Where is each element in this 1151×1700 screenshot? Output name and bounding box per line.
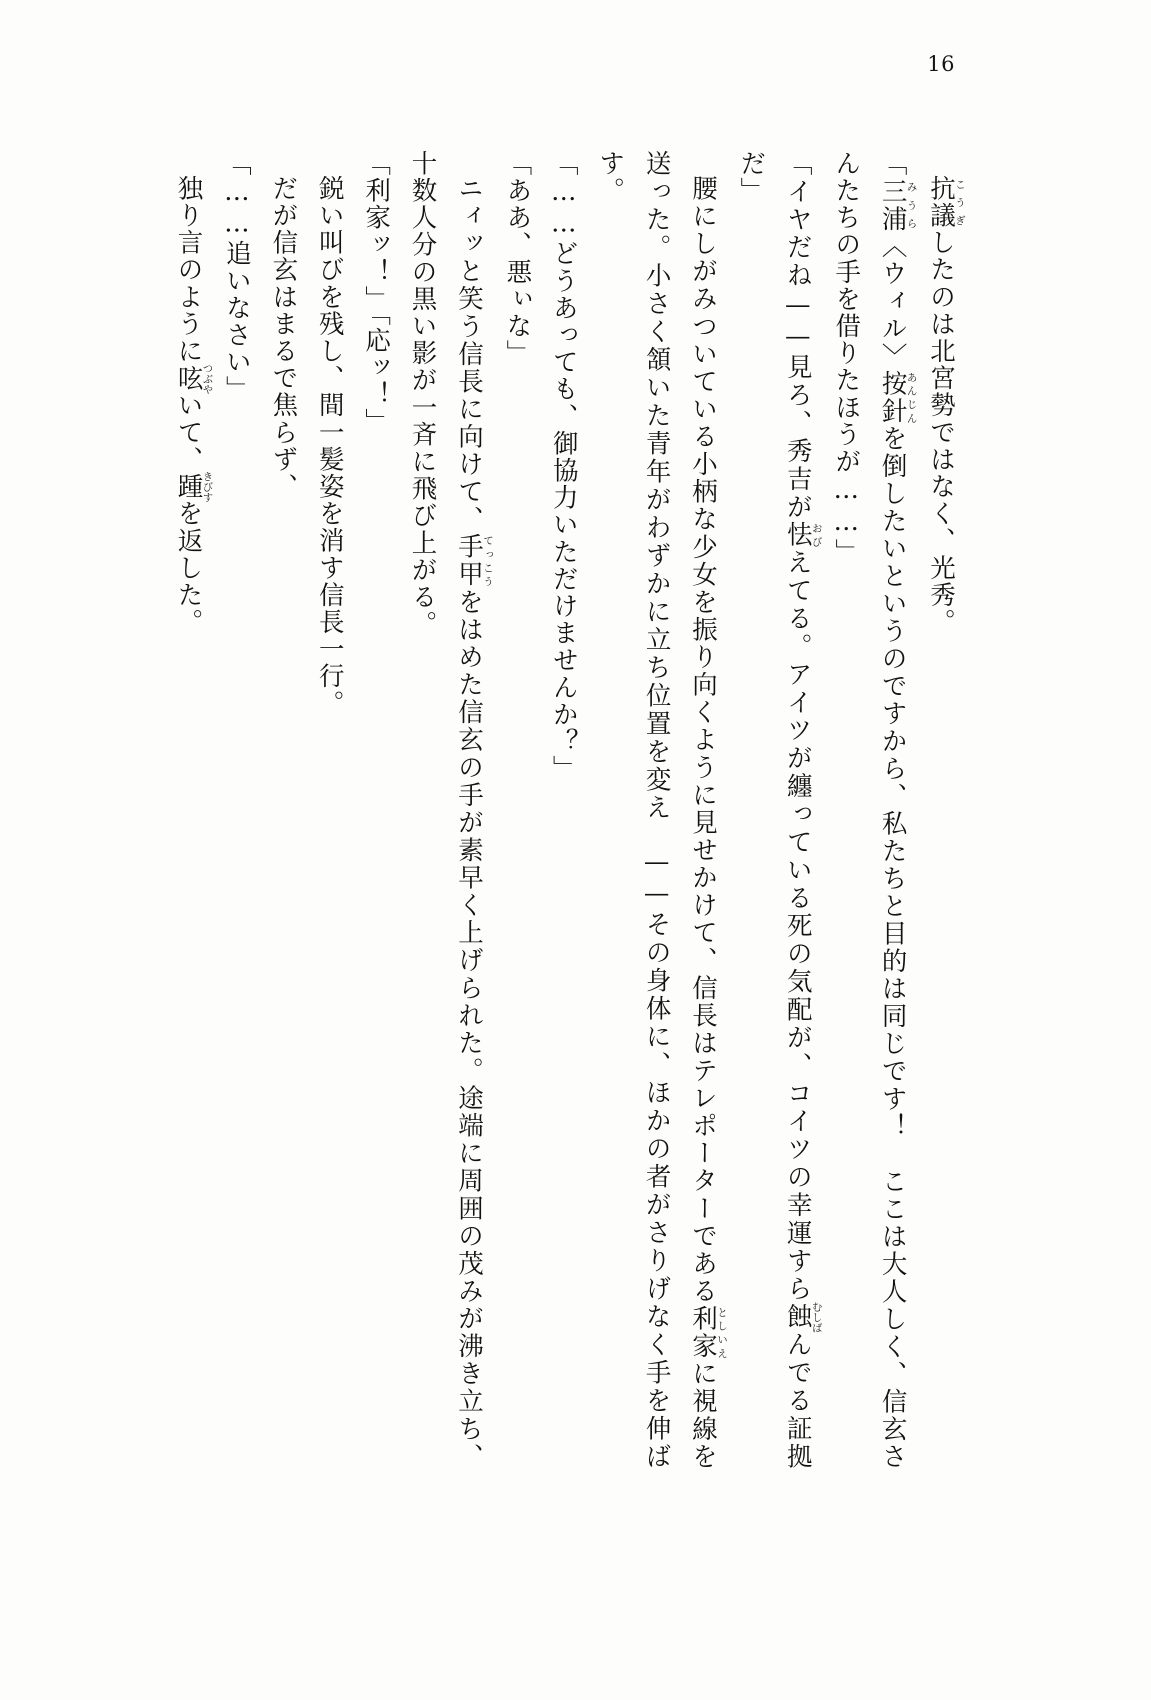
em-dash: ——	[782, 289, 813, 353]
ruby-mushiba: 蝕むしば	[782, 1301, 823, 1333]
paragraph: ニィッと笑う信長に向けて、手甲てっこうをはめた信玄の手が素早く上げられた。途端に周囲の茂みが沸き立ち、十数人分の黒い影が一斉に飛び上がる。	[407, 150, 494, 1471]
paragraph: 「ああ、悪ぃな」	[502, 150, 533, 367]
paragraph: 「……どうあっても、御協力いただけませんか？」	[548, 150, 579, 783]
paragraph: 抗議こうぎしたのは北宮勢ではなく、光秀。	[926, 175, 966, 636]
paragraph: 「イヤだね——見ろ、秀吉が怯おびえてる。アイツが纏っている死の気配が、コイツの幸運すら蝕むしばんでる証拠だ」	[736, 150, 823, 1470]
ruby-tekkou: 手甲てっこう	[453, 533, 494, 589]
paragraph: 鋭い叫びを残し、間一髪姿を消す信長一行。	[314, 175, 345, 717]
paragraph: 腰にしがみついている小柄な少女を振り向くように見せかけて、信長はテレポーターである利家としいえに視線を送った。小さく頷いた青年がわずかに立ち位置を変え——その身体に、ほかの者がさりげなく手を伸ばす。	[595, 150, 728, 1471]
ruby-toshiie: 利家としいえ	[687, 1305, 728, 1361]
paragraph: 「……追いなさい」	[221, 150, 252, 403]
ruby-kibisu: 踵きびす	[173, 470, 214, 503]
ruby-miura: 三浦みうら	[877, 177, 918, 233]
ruby-kougi: 抗議こうぎ	[926, 175, 966, 230]
ruby-tsubuya: 呟つぶや	[173, 362, 214, 395]
em-dash: ——	[641, 846, 672, 911]
paragraph: だが信玄はまるで焦らず、	[268, 175, 299, 501]
paragraph: 独り言のように呟つぶやいて、踵きびすを返した。	[173, 175, 214, 636]
vertical-text-body	[173, 150, 966, 1471]
page-number: 16	[927, 52, 955, 76]
ruby-obi: 怯おび	[782, 521, 823, 550]
paragraph: 「利家ッ！」「応ッ！」	[361, 150, 392, 436]
ruby-anjin: 按針あんじん	[877, 370, 918, 426]
paragraph: 「三浦みうら〈ウィル〉按針あんじんを倒したいというのですから、私たちと目的は同じです！ ここは大人しく、信玄さんたちの手を借りたほうが……」	[831, 150, 918, 1471]
